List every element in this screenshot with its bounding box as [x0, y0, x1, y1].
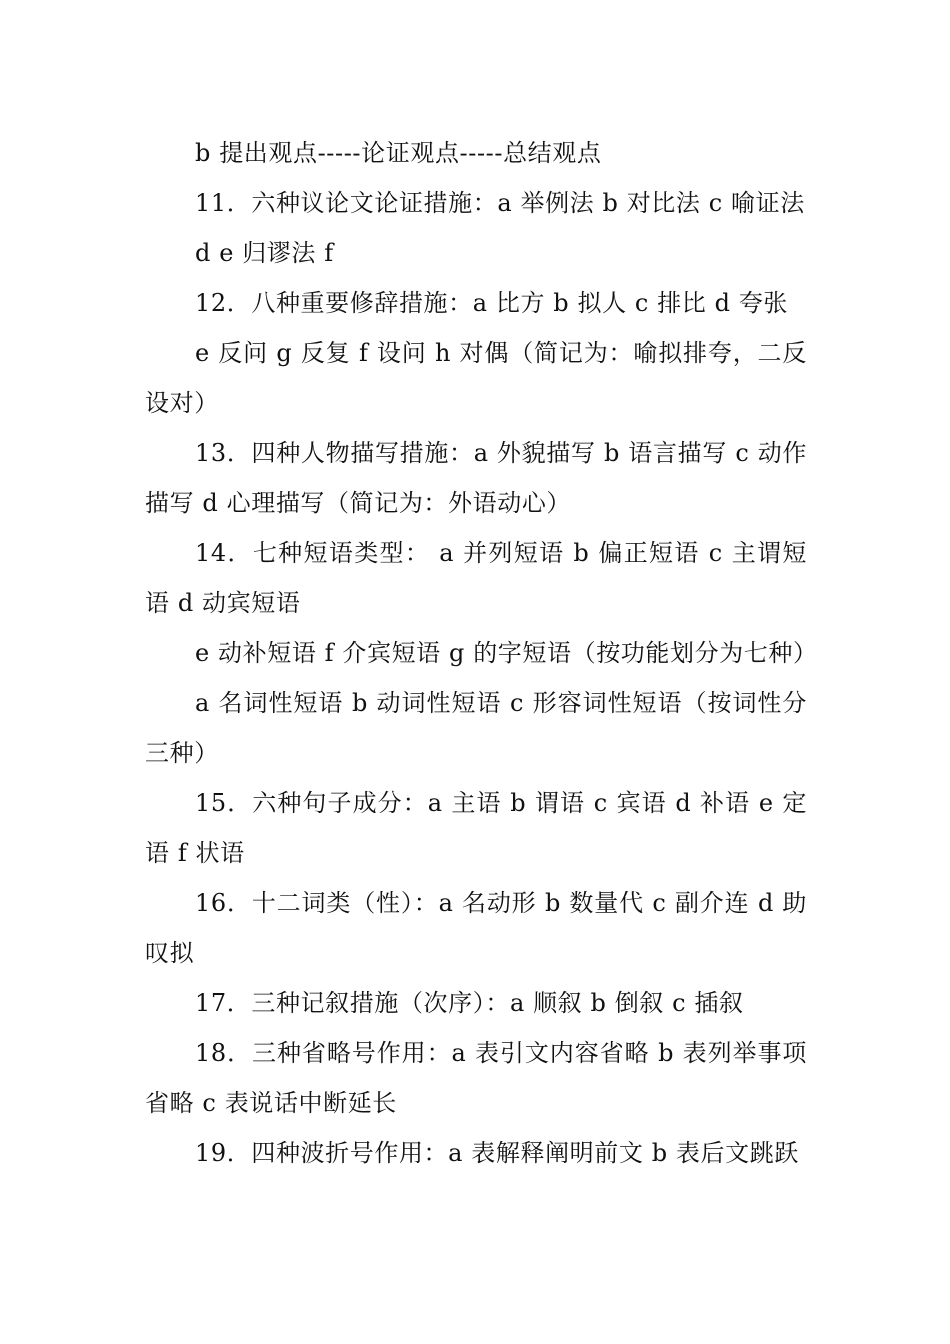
paragraph-item-12: 12．八种重要修辞措施：a 比方 b 拟人 c 排比 d 夸张: [195, 289, 789, 317]
paragraph-item-13: 13．四种人物描写措施：a 外貌描写 b 语言描写 c 动作描写 d 心理描写（简记为：外语动心）: [145, 439, 807, 517]
paragraph-item-18: 18．三种省略号作用：a 表引文内容省略 b 表列举事项省略 c 表说话中断延长: [145, 1039, 807, 1117]
paragraph-item-11-continued: d e 归谬法 f: [195, 239, 334, 267]
paragraph-item-19: 19．四种波折号作用：a 表解释阐明前文 b 表后文跳跃: [195, 1139, 799, 1167]
paragraph-item-16: 16．十二词类（性）：a 名动形 b 数量代 c 副介连 d 助叹拟: [145, 889, 807, 967]
paragraph-item-14: 14．七种短语类型： a 并列短语 b 偏正短语 c 主谓短语 d 动宾短语: [145, 539, 807, 617]
paragraph-item-14-wordclass: a 名词性短语 b 动词性短语 c 形容词性短语（按词性分三种）: [145, 689, 807, 767]
paragraph-item-14-function: e 动补短语 f 介宾短语 g 的字短语（按功能划分为七种）: [195, 639, 818, 667]
paragraph-item-11: 11．六种议论文论证措施：a 举例法 b 对比法 c 喻证法: [195, 189, 805, 217]
document-page: [145, 128, 818, 1178]
paragraph-item-15: 15．六种句子成分：a 主语 b 谓语 c 宾语 d 补语 e 定语 f 状语: [145, 789, 807, 867]
paragraph-item-17: 17．三种记叙措施（次序）：a 顺叙 b 倒叙 c 插叙: [195, 989, 744, 1017]
paragraph-argument-structure: b 提出观点-----论证观点-----总结观点: [195, 139, 602, 167]
paragraph-item-12-continued: e 反问 g 反复 f 设问 h 对偶（简记为：喻拟排夸，二反设对）: [145, 339, 807, 417]
